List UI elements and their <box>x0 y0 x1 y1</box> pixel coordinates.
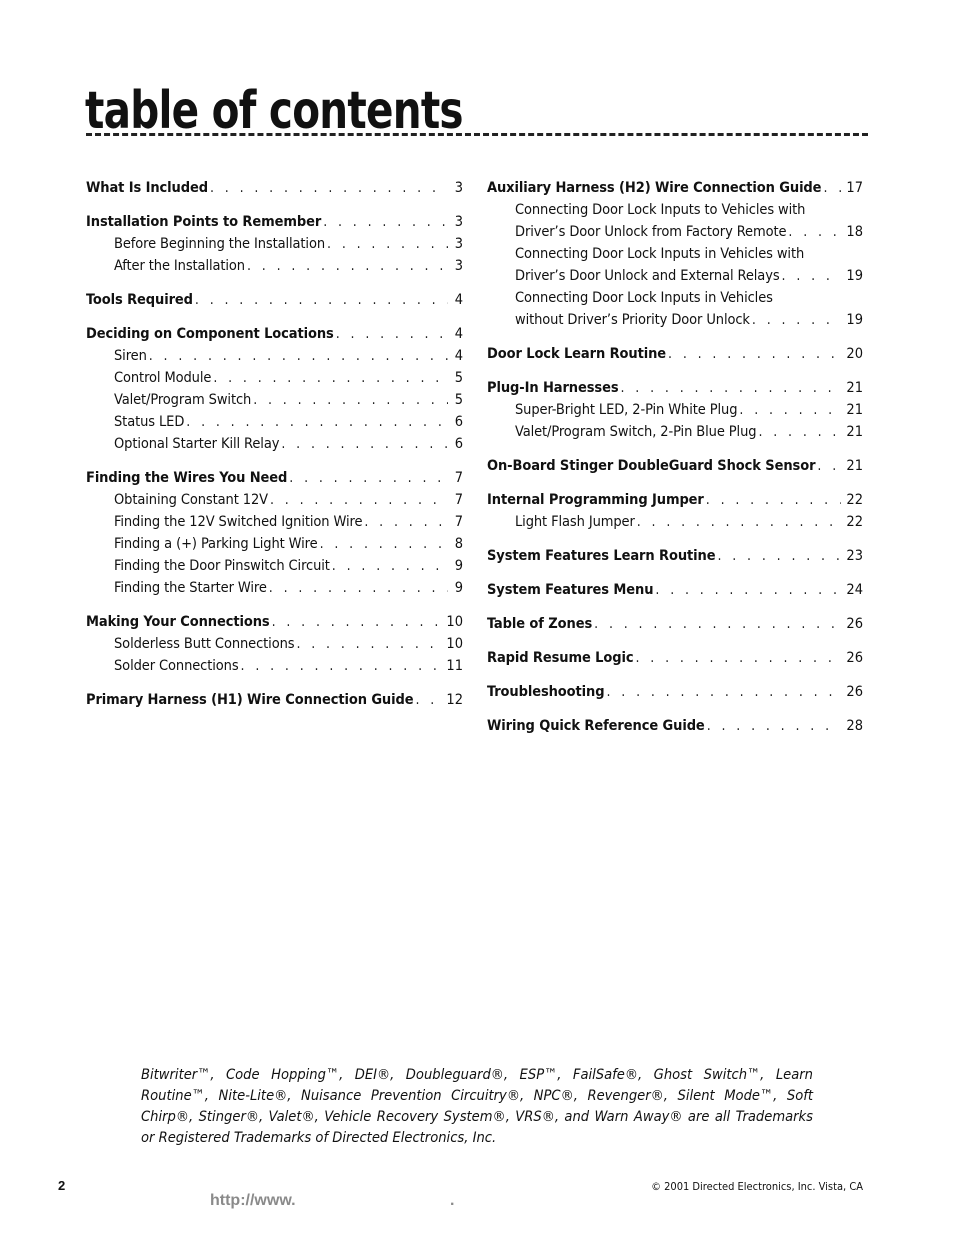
dot-leader <box>782 265 842 287</box>
toc-page-number: 9 <box>454 558 463 574</box>
dot-leader <box>668 343 841 365</box>
dot-leader <box>752 309 842 331</box>
toc-entry-sub[interactable] <box>487 199 863 221</box>
toc-entry-major[interactable] <box>487 343 863 365</box>
toc-entry-title: Connecting Door Lock Inputs in Vehicles with <box>515 246 805 262</box>
toc-entry-sub[interactable] <box>86 489 463 511</box>
toc-page-number: 21 <box>846 424 863 440</box>
toc-entry-title: After the Installation <box>114 258 245 274</box>
toc-entry-title: Finding the Wires You Need <box>86 470 288 486</box>
toc-entry-title: Primary Harness (H1) Wire Connection Guide <box>86 692 414 708</box>
toc-page-number: 20 <box>846 346 863 362</box>
trademark-notice: Bitwriter™, Code Hopping™, DEI®, Doubleguard®, ESP™, FailSafe®, Ghost Switch™, Learn Routine™, Nite-Lite®, Nuisance Prevention Circuitry®, NPC®, Revenger®, Silent Mode™, Soft Chirp®, Stinger®, Valet®, Vehicle Recovery System®, VRS®, and Warn Away® are all Trademarks or Registered Trademarks of Directed Electronics, Inc. <box>141 1066 813 1146</box>
toc-entry-title: System Features Menu <box>487 582 654 598</box>
toc-entry-major[interactable] <box>86 467 463 489</box>
dot-leader <box>149 345 448 367</box>
dot-leader <box>606 681 841 703</box>
toc-page-number: 4 <box>454 326 463 342</box>
toc-entry-title: Driver’s Door Unlock and External Relays <box>515 268 780 284</box>
dot-leader <box>739 399 841 421</box>
dot-leader <box>336 323 448 345</box>
toc-entry-sub[interactable] <box>487 511 863 533</box>
toc-section <box>487 177 863 331</box>
title-divider <box>86 133 868 136</box>
toc-entry-title: Solder Connections <box>114 658 239 674</box>
toc-entry-sub[interactable] <box>86 511 463 533</box>
dot-leader <box>635 647 841 669</box>
toc-page-number: 5 <box>454 370 463 386</box>
dot-leader <box>717 545 841 567</box>
dot-leader <box>621 377 842 399</box>
toc-entry-title: Finding a (+) Parking Light Wire <box>114 536 318 552</box>
toc-section <box>487 377 863 443</box>
dot-leader <box>281 433 448 455</box>
toc-entry-sub[interactable] <box>86 577 463 599</box>
toc-entry-major[interactable] <box>86 177 463 199</box>
toc-entry-major[interactable] <box>487 715 863 737</box>
toc-page-number: 3 <box>454 180 463 196</box>
toc-page-number: 6 <box>454 436 463 452</box>
toc-entry-title: Control Module <box>114 370 212 386</box>
dot-leader <box>332 555 448 577</box>
dot-leader <box>706 489 842 511</box>
toc-section <box>487 647 863 669</box>
dot-leader <box>247 255 448 277</box>
toc-page-number: 7 <box>454 514 463 530</box>
toc-left-column <box>86 177 463 723</box>
toc-entry-title: Before Beginning the Installation <box>114 236 326 252</box>
toc-section <box>487 579 863 601</box>
dot-leader <box>817 455 841 477</box>
toc-entry-title: Finding the Door Pinswitch Circuit <box>114 558 330 574</box>
toc-entry-sub[interactable] <box>86 533 463 555</box>
dot-leader <box>186 411 448 433</box>
dot-leader <box>707 715 842 737</box>
toc-section <box>487 489 863 533</box>
dot-leader <box>195 289 448 311</box>
toc-entry-sub[interactable] <box>487 399 863 421</box>
toc-page-number: 21 <box>846 402 863 418</box>
dot-leader <box>637 511 842 533</box>
toc-page-number: 3 <box>454 258 463 274</box>
toc-page-number: 26 <box>846 616 863 632</box>
toc-entry-sub[interactable] <box>86 255 463 277</box>
toc-entry-title: System Features Learn Routine <box>487 548 716 564</box>
toc-entry-major[interactable] <box>487 489 863 511</box>
toc-entry-title: Status LED <box>114 414 185 430</box>
toc-entry-major[interactable] <box>86 323 463 345</box>
toc-page-number: 7 <box>454 470 463 486</box>
toc-section <box>487 455 863 477</box>
toc-page-number: 21 <box>846 458 863 474</box>
toc-page-number: 10 <box>446 636 463 652</box>
toc-page-number: 26 <box>846 650 863 666</box>
toc-entry-title: Rapid Resume Logic <box>487 650 634 666</box>
toc-entry-sub[interactable] <box>487 309 863 331</box>
toc-entry-sub[interactable] <box>86 233 463 255</box>
toc-entry-title: Siren <box>114 348 147 364</box>
toc-page-number: 7 <box>454 492 463 508</box>
toc-entry-major[interactable] <box>487 579 863 601</box>
toc-section <box>86 323 463 455</box>
toc-entry-sub[interactable] <box>86 655 463 677</box>
toc-entry-sub[interactable] <box>86 555 463 577</box>
dot-leader <box>823 177 841 199</box>
dot-leader <box>241 655 442 677</box>
toc-page-number: 3 <box>454 214 463 230</box>
toc-section <box>86 467 463 599</box>
toc-entry-title: Connecting Door Lock Inputs to Vehicles with <box>515 202 806 218</box>
toc-entry-title: Solderless Butt Connections <box>114 636 295 652</box>
toc-entry-major[interactable] <box>487 455 863 477</box>
toc-entry-title: Deciding on Component Locations <box>86 326 334 342</box>
dot-leader <box>213 367 448 389</box>
toc-page-number: 9 <box>454 580 463 596</box>
dot-leader <box>253 389 448 411</box>
footer-url-dot: . <box>450 1192 455 1209</box>
toc-entry-sub[interactable] <box>86 411 463 433</box>
toc-section <box>487 613 863 635</box>
toc-entry-major[interactable] <box>487 681 863 703</box>
toc-entry-major[interactable] <box>487 613 863 635</box>
toc-entry-major[interactable] <box>487 647 863 669</box>
toc-entry-major[interactable] <box>86 611 463 633</box>
toc-entry-title: Light Flash Jumper <box>515 514 635 530</box>
toc-entry-major[interactable] <box>86 689 463 711</box>
toc-page-number: 3 <box>454 236 463 252</box>
dot-leader <box>655 579 841 601</box>
toc-entry-sub[interactable] <box>487 421 863 443</box>
toc-section <box>487 715 863 737</box>
toc-entry-sub[interactable] <box>487 221 863 243</box>
toc-entry-title: Finding the Starter Wire <box>114 580 267 596</box>
toc-page-number: 28 <box>846 718 863 734</box>
toc-entry-title: Valet/Program Switch <box>114 392 252 408</box>
toc-entry-sub[interactable] <box>487 287 863 309</box>
toc-entry-title: Super-Bright LED, 2-Pin White Plug <box>515 402 738 418</box>
toc-entry-major[interactable] <box>487 545 863 567</box>
toc-page-number: 5 <box>454 392 463 408</box>
toc-page-number: 4 <box>454 348 463 364</box>
toc-entry-title: Obtaining Constant 12V <box>114 492 268 508</box>
toc-entry-sub[interactable] <box>487 265 863 287</box>
dot-leader <box>758 421 841 443</box>
toc-entry-title: What Is Included <box>86 180 208 196</box>
toc-entry-title: On-Board Stinger DoubleGuard Shock Sensor <box>487 458 816 474</box>
dot-leader <box>272 611 442 633</box>
toc-entry-title: Valet/Program Switch, 2-Pin Blue Plug <box>515 424 757 440</box>
toc-entry-title: Auxiliary Harness (H2) Wire Connection Guide <box>487 180 822 196</box>
toc-page-number: 11 <box>446 658 463 674</box>
toc-page-number: 19 <box>846 268 863 284</box>
toc-entry-title: Door Lock Learn Routine <box>487 346 667 362</box>
toc-entry-title: Connecting Door Lock Inputs in Vehicles <box>515 290 773 306</box>
toc-entry-major[interactable] <box>487 377 863 399</box>
dot-leader <box>289 467 448 489</box>
toc-right-column <box>487 177 863 749</box>
toc-entry-title: Installation Points to Remember <box>86 214 322 230</box>
toc-section <box>86 689 463 711</box>
toc-section <box>86 177 463 199</box>
dot-leader <box>594 613 841 635</box>
toc-entry-title: Making Your Connections <box>86 614 270 630</box>
toc-page-number: 22 <box>846 492 863 508</box>
toc-section <box>487 545 863 567</box>
toc-section <box>487 681 863 703</box>
toc-entry-title: Plug-In Harnesses <box>487 380 619 396</box>
dot-leader <box>323 211 448 233</box>
toc-entry-title: Tools Required <box>86 292 193 308</box>
toc-entry-sub[interactable] <box>86 389 463 411</box>
toc-entry-sub[interactable] <box>86 345 463 367</box>
dot-leader <box>364 511 448 533</box>
toc-entry-sub[interactable] <box>86 433 463 455</box>
dot-leader <box>327 233 448 255</box>
page-title: table of contents <box>85 81 463 141</box>
toc-section <box>86 211 463 277</box>
toc-page-number: 23 <box>846 548 863 564</box>
toc-page-number: 22 <box>846 514 863 530</box>
dot-leader <box>210 177 448 199</box>
dot-leader <box>296 633 441 655</box>
page-number: 2 <box>58 1178 66 1193</box>
footer-url[interactable]: http://www. <box>210 1192 296 1209</box>
toc-page-number: 12 <box>446 692 463 708</box>
toc-page-number: 10 <box>446 614 463 630</box>
dot-leader <box>415 689 441 711</box>
toc-entry-sub[interactable] <box>86 633 463 655</box>
toc-page-number: 19 <box>846 312 863 328</box>
toc-entry-title: Driver’s Door Unlock from Factory Remote <box>515 224 787 240</box>
toc-section <box>487 343 863 365</box>
toc-page-number: 18 <box>846 224 863 240</box>
dot-leader <box>269 577 448 599</box>
toc-entry-title: Internal Programming Jumper <box>487 492 704 508</box>
toc-page-number: 21 <box>846 380 863 396</box>
toc-entry-major[interactable] <box>487 177 863 199</box>
toc-entry-title: Wiring Quick Reference Guide <box>487 718 705 734</box>
toc-entry-major[interactable] <box>86 211 463 233</box>
toc-entry-title: Optional Starter Kill Relay <box>114 436 280 452</box>
toc-section <box>86 611 463 677</box>
toc-entry-sub[interactable] <box>86 367 463 389</box>
copyright-notice: © 2001 Directed Electronics, Inc. Vista, CA <box>651 1180 863 1193</box>
dot-leader <box>270 489 448 511</box>
toc-page-number: 4 <box>454 292 463 308</box>
dot-leader <box>788 221 841 243</box>
toc-section <box>86 289 463 311</box>
toc-page-number: 8 <box>454 536 463 552</box>
toc-entry-major[interactable] <box>86 289 463 311</box>
toc-entry-sub[interactable] <box>487 243 863 265</box>
toc-page-number: 26 <box>846 684 863 700</box>
toc-entry-title: Troubleshooting <box>487 684 605 700</box>
toc-entry-title: Table of Zones <box>487 616 593 632</box>
toc-page-number: 17 <box>846 180 863 196</box>
toc-page-number: 24 <box>846 582 863 598</box>
toc-entry-title: Finding the 12V Switched Ignition Wire <box>114 514 363 530</box>
toc-entry-title: without Driver’s Priority Door Unlock <box>515 312 750 328</box>
dot-leader <box>320 533 448 555</box>
toc-page-number: 6 <box>454 414 463 430</box>
